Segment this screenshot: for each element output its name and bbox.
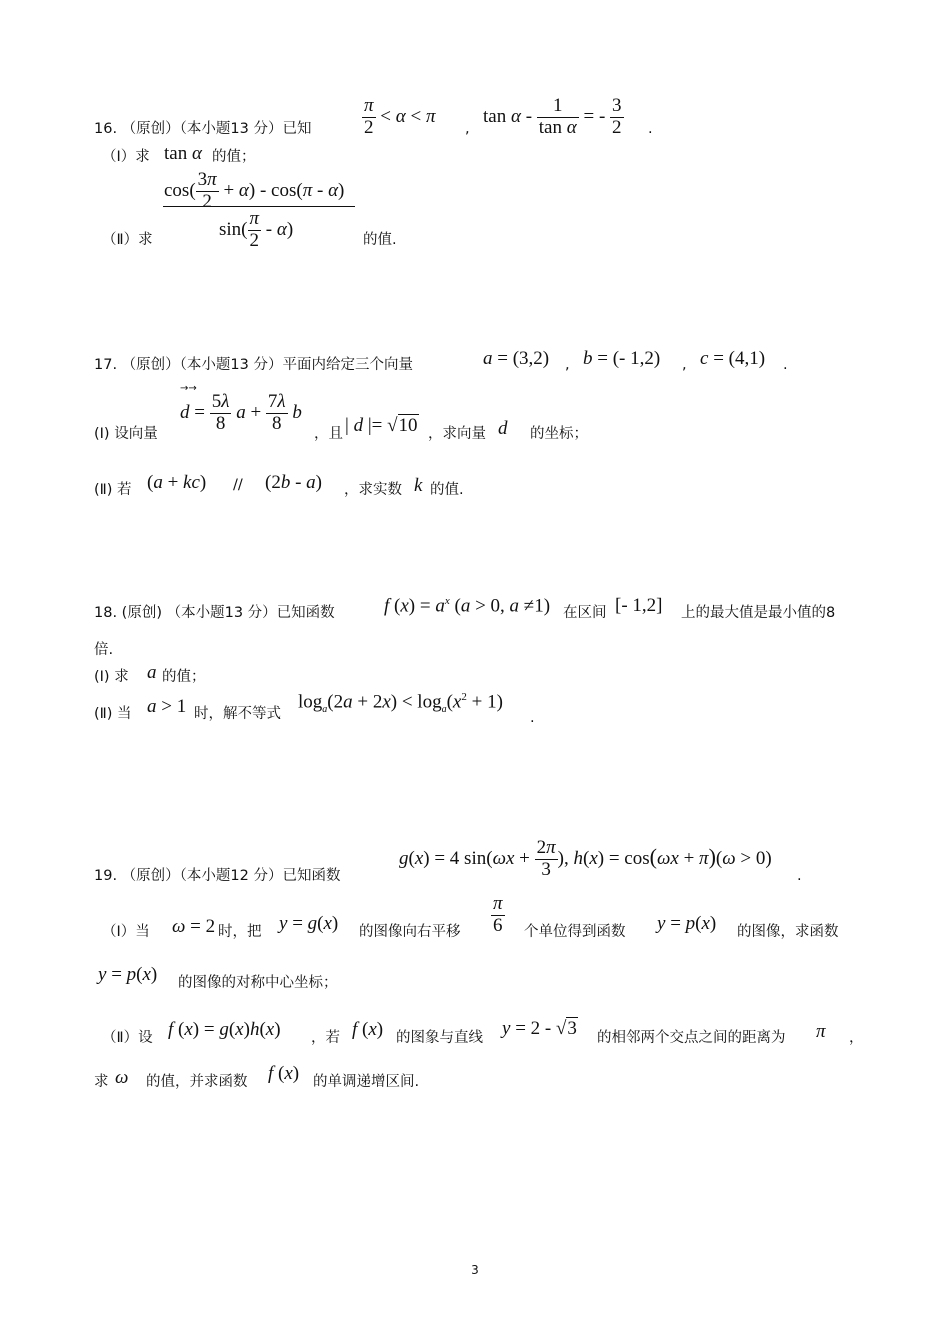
page-number: 3: [471, 1263, 479, 1277]
q17-vector-b: b = (- 1,2): [583, 348, 661, 369]
q17-comma-2: ,: [682, 357, 687, 373]
q17-comma-1: ,: [565, 357, 570, 373]
q19-part1-p2: y = p(x): [98, 964, 158, 985]
q19-part2-omega: ω: [115, 1067, 129, 1088]
q16-part2-tail: 的值.: [363, 232, 397, 248]
q18-tail: 上的最大值是最小值的8: [681, 605, 836, 621]
q19-part2-mid1: ，若: [311, 1030, 340, 1046]
q19-part2-f2: f (x): [268, 1063, 300, 1084]
q17-part2-tail2: 的值.: [430, 482, 464, 498]
q18-mid: 在区间: [563, 605, 607, 621]
q17-vector-a: a = (3,2): [483, 348, 550, 369]
q19-part1-p: y = p(x): [657, 913, 717, 934]
q19-part1-tail: 的图像的对称中心坐标；: [178, 975, 338, 991]
q19-part1-cond: ω = 2: [172, 916, 216, 937]
q17-part2-label: (Ⅱ) 若: [94, 482, 132, 498]
q17-period: .: [783, 357, 788, 373]
q19-part1-mid3: 个单位得到函数: [524, 924, 626, 940]
q16-part2-denominator: sin( $\frac{\pi}{2}$ - α): [219, 208, 294, 251]
q17-part1-tail: ，求向量: [428, 426, 486, 442]
q17-part1-mid: ，且: [314, 426, 343, 442]
q17-part1-magnitude: | d |= √10: [345, 415, 418, 436]
q16-part2-label: （Ⅱ）求: [102, 232, 153, 248]
q17-part2-expr1: (a + kc): [147, 472, 207, 493]
q16-heading: 16. （原创）（本小题13 分）已知: [94, 121, 312, 137]
q19-part1-mid1: 时，把: [218, 924, 262, 940]
q18-part2-label: (Ⅱ) 当: [94, 706, 132, 722]
q18-interval: [- 1,2]: [615, 595, 663, 616]
q19-period: .: [797, 868, 802, 884]
q19-part1-mid4: 的图像，求函数: [737, 924, 839, 940]
q19-part2-def: f (x) = g(x)h(x): [168, 1019, 281, 1040]
q17-heading: 17. （原创）（本小题13 分）平面内给定三个向量: [94, 357, 413, 373]
q18-part2-mid: 时，解不等式: [194, 706, 281, 722]
q17-part1-tail2: 的坐标；: [530, 426, 588, 442]
q17-part2-var-k: k: [414, 475, 423, 496]
q17-vector-c: c = (4,1): [700, 348, 766, 369]
q19-part2-pi: π: [816, 1021, 826, 1042]
q16-condition-alpha-range: $\frac{\pi}{2}$ < α < π: [364, 95, 436, 138]
q19-heading: 19. （原创）（本小题12 分）已知函数: [94, 868, 341, 884]
q19-part2-label: （Ⅱ）设: [102, 1030, 153, 1046]
q16-comma: ,: [465, 121, 470, 137]
q16-part1-expr: tan α: [164, 143, 202, 164]
q19-part2-comma: ，: [849, 1030, 864, 1046]
q18-period: .: [530, 710, 535, 726]
q18-function: f $(x) = a^x$ (a > 0, a ≠1): [384, 595, 551, 617]
q19-part2-tail: 的单调递增区间.: [313, 1074, 420, 1090]
q19-part2-mid3: 的相邻两个交点之间的距离为: [597, 1030, 786, 1046]
q18-part2-inequality: $\log_a(2a + 2x) < \log_a(x^2 + 1)$: [298, 691, 503, 716]
q18-part1-tail: 的值；: [162, 669, 206, 685]
q17-part1-var-d: d: [498, 418, 508, 439]
q18-line2: 倍.: [94, 642, 114, 658]
q18-part1-label: (Ⅰ) 求: [94, 669, 129, 685]
q19-part1-g: y = g(x): [279, 913, 339, 934]
q19-part2-line2-start: 求: [94, 1074, 109, 1090]
q16-part1-label: （Ⅰ）求: [102, 149, 150, 165]
q16-period: .: [648, 121, 653, 137]
q16-part1-tail: 的值；: [212, 149, 256, 165]
q18-part1-var-a: a: [147, 662, 157, 683]
q17-part2-expr2: (2b - a): [265, 472, 322, 493]
q16-condition-tan: tan α - $\frac{1}{\text{tan α}}$ = - $\frac{3}{2}$: [483, 95, 622, 138]
q17-arrows: →→: [180, 383, 197, 394]
q17-part1-label: (Ⅰ) 设向量: [94, 426, 158, 442]
q17-part1-expr: d = $\frac{5\lambda}{8}$ a + $\frac{7\lambda}{8}$ b: [180, 391, 302, 434]
q17-part2-tail: ，求实数: [344, 482, 402, 498]
q19-part2-line: y = 2 - √3: [502, 1018, 577, 1039]
q19-part2-mid4: 的值，并求函数: [146, 1074, 248, 1090]
q18-part2-cond: a > 1: [147, 696, 187, 717]
q19-functions: g(x) = 4 sin(ωx + $\frac{2\pi}{3}$ ), h(x) = cos(ωx + π)(ω > 0): [399, 837, 772, 880]
q16-part2-numerator: cos( $\frac{3\pi}{2}$ + α) - cos(π - α): [164, 169, 345, 212]
q19-part2-f: f (x): [352, 1019, 384, 1040]
q16-fraction-bar: [163, 206, 355, 207]
q19-part1-shift: $\frac{\pi}{6}$: [493, 893, 503, 936]
q19-part1-label: （Ⅰ）当: [102, 924, 150, 940]
q17-parallel-symbol: //: [233, 477, 243, 493]
q19-part1-mid2: 的图像向右平移: [359, 924, 461, 940]
q18-heading: 18. (原创) （本小题13 分）已知函数: [94, 605, 335, 621]
q19-part2-mid2: 的图象与直线: [396, 1030, 483, 1046]
